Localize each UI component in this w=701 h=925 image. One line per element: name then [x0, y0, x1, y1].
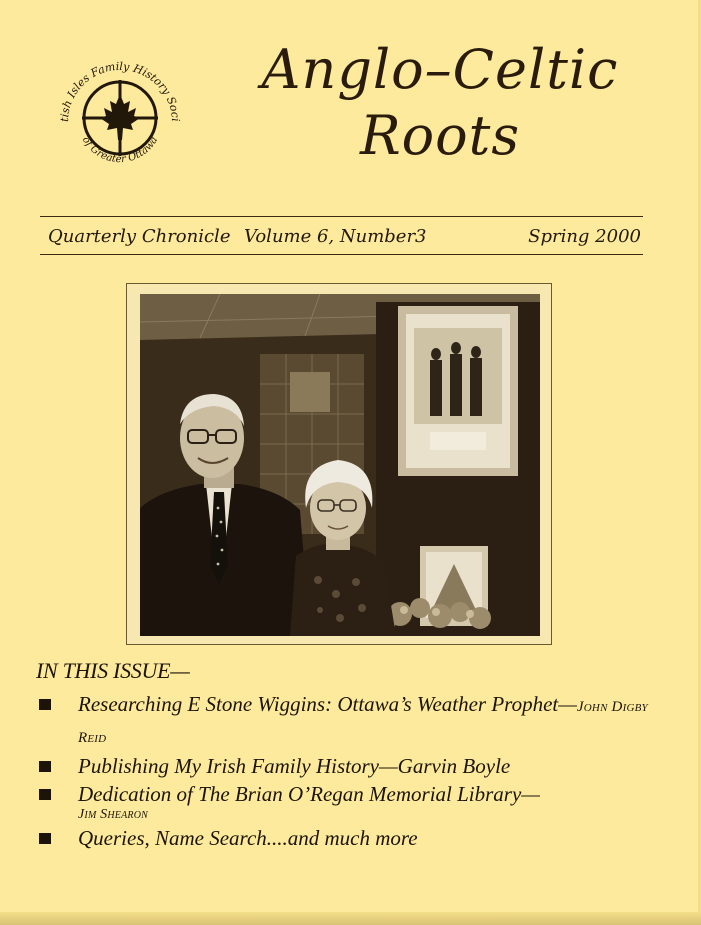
- square-bullet-icon: [39, 761, 51, 772]
- publication-type: Quarterly Chronicle: [48, 226, 231, 247]
- square-bullet-icon: [39, 833, 51, 844]
- article-title: Dedication of The Brian O’Regan Memorial Library: [78, 782, 522, 806]
- info-bar: [40, 220, 643, 252]
- society-seal-logo: [52, 50, 188, 186]
- cover-photograph: [140, 294, 540, 636]
- square-bullet-icon: [39, 789, 51, 800]
- in-this-issue: [36, 658, 676, 852]
- square-bullet-icon: [39, 699, 51, 710]
- volume-number: Volume 6, Number3: [244, 226, 427, 247]
- info-bar-top-rule: [40, 216, 643, 217]
- issue-item-4: [36, 824, 676, 852]
- svg-text:British Isles Family History S: tish Isles Family History Soci: [57, 59, 183, 123]
- masthead-line-2: Roots: [359, 104, 521, 167]
- article-author: Garvin Boyle: [397, 754, 511, 778]
- article-title: Queries, Name Search....and much more: [78, 826, 418, 850]
- info-bar-bottom-rule: [40, 254, 643, 255]
- article-author: John Digby Reid: [78, 699, 648, 746]
- masthead-title: [200, 36, 680, 168]
- in-this-issue-heading: IN THIS ISSUE—: [36, 658, 190, 683]
- issue-item-3: Dedication of The Brian O’Regan Memorial Library— Jim Shearon: [36, 780, 676, 824]
- cover-bottom-edge: [0, 912, 701, 925]
- article-author: Jim Shearon: [78, 807, 149, 822]
- article-title: Publishing My Irish Family History: [78, 754, 379, 778]
- svg-text:of Greater Ottawa: of Greater Ottawa: [79, 134, 161, 166]
- issue-item-1: Researching E Stone Wiggins: Ottawa’s Weather Prophet—John Digby Reid: [36, 690, 676, 752]
- issue-season: Spring 2000: [528, 226, 641, 247]
- issue-item-2: Publishing My Irish Family History—Garvin Boyle: [36, 752, 676, 780]
- article-title: Researching E Stone Wiggins: Ottawa’s Weather Prophet: [78, 692, 559, 716]
- masthead-line-1: Anglo–Celtic: [261, 38, 619, 101]
